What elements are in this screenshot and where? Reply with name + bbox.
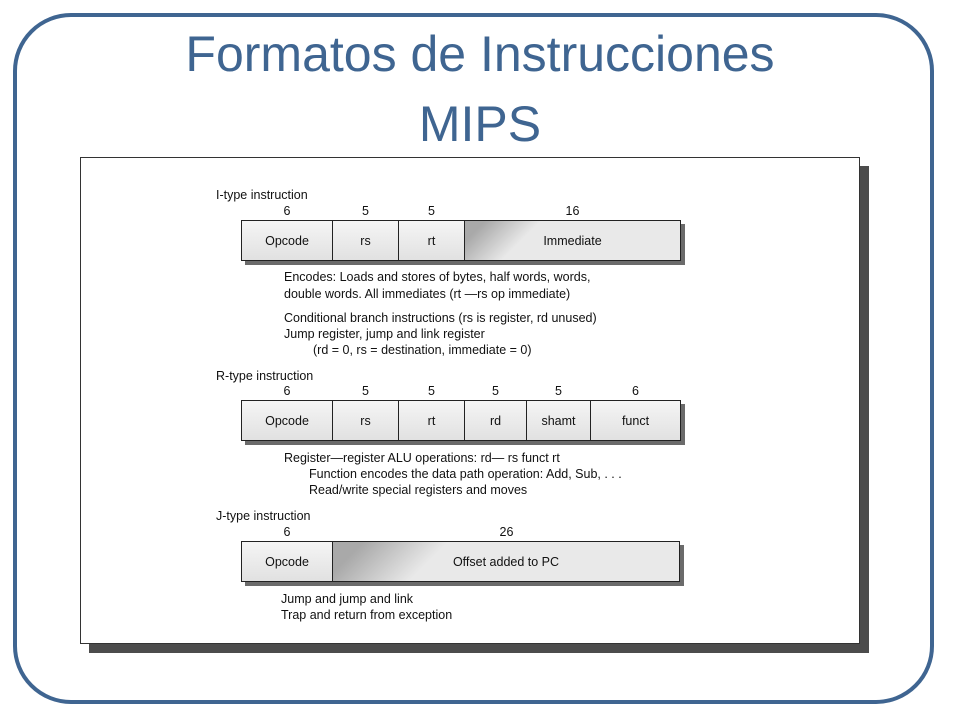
rtype-bits-rs: 5 [362, 384, 369, 398]
jtype-format-row [241, 541, 680, 582]
rtype-bits-rt: 5 [428, 384, 435, 398]
itype-field-immediate: Immediate [464, 220, 681, 261]
jtype-note-1: Jump and jump and link [281, 592, 414, 606]
jtype-field-offset: Offset added to PC [332, 541, 680, 582]
itype-note-4: Jump register, jump and link register [284, 327, 485, 341]
itype-label: I-type instruction [216, 188, 308, 202]
itype-field-rs: rs [332, 220, 399, 261]
itype-note-3: Conditional branch instructions (rs is register, rd unused) [284, 311, 597, 325]
itype-note-2: double words. All immediates (rt —rs op immediate) [284, 287, 571, 301]
rtype-note-2: Function encodes the data path operation: Add, Sub, . . . [309, 467, 622, 481]
slide-title-line2: MIPS [418, 96, 542, 152]
itype-bits-immediate: 16 [565, 204, 580, 218]
jtype-label: J-type instruction [216, 509, 311, 523]
slide-title-line1: Formatos de Instrucciones [185, 26, 775, 82]
rtype-field-rs: rs [332, 400, 399, 441]
itype-bits-opcode: 6 [283, 204, 291, 218]
jtype-bits-opcode: 6 [283, 525, 291, 539]
itype-note-1: Encodes: Loads and stores of bytes, half words, words, [284, 270, 591, 284]
rtype-bits-rd: 5 [492, 384, 499, 398]
rtype-bits-funct: 6 [632, 384, 639, 398]
jtype-bits-offset: 26 [499, 525, 514, 539]
rtype-field-shamt: shamt [526, 400, 591, 441]
itype-bits-rs: 5 [362, 204, 369, 218]
rtype-field-opcode: Opcode [241, 400, 333, 441]
rtype-format-row [241, 400, 681, 441]
jtype-field-opcode: Opcode [241, 541, 333, 582]
itype-field-opcode: Opcode [241, 220, 333, 261]
rtype-bits-opcode: 6 [283, 384, 291, 398]
itype-bits-rt: 5 [428, 204, 435, 218]
jtype-note-2: Trap and return from exception [281, 608, 453, 622]
rtype-note-1: Register—register ALU operations: rd— rs funct rt [284, 451, 560, 465]
instruction-format-figure [80, 157, 860, 644]
rtype-note-3: Read/write special registers and moves [309, 483, 528, 497]
itype-field-rt: rt [398, 220, 465, 261]
rtype-field-funct: funct [590, 400, 681, 441]
rtype-label: R-type instruction [216, 369, 314, 383]
rtype-field-rt: rt [398, 400, 465, 441]
rtype-field-rd: rd [464, 400, 527, 441]
rtype-bits-shamt: 5 [555, 384, 562, 398]
itype-note-5: (rd = 0, rs = destination, immediate = 0) [313, 343, 532, 357]
itype-format-row [241, 220, 681, 261]
